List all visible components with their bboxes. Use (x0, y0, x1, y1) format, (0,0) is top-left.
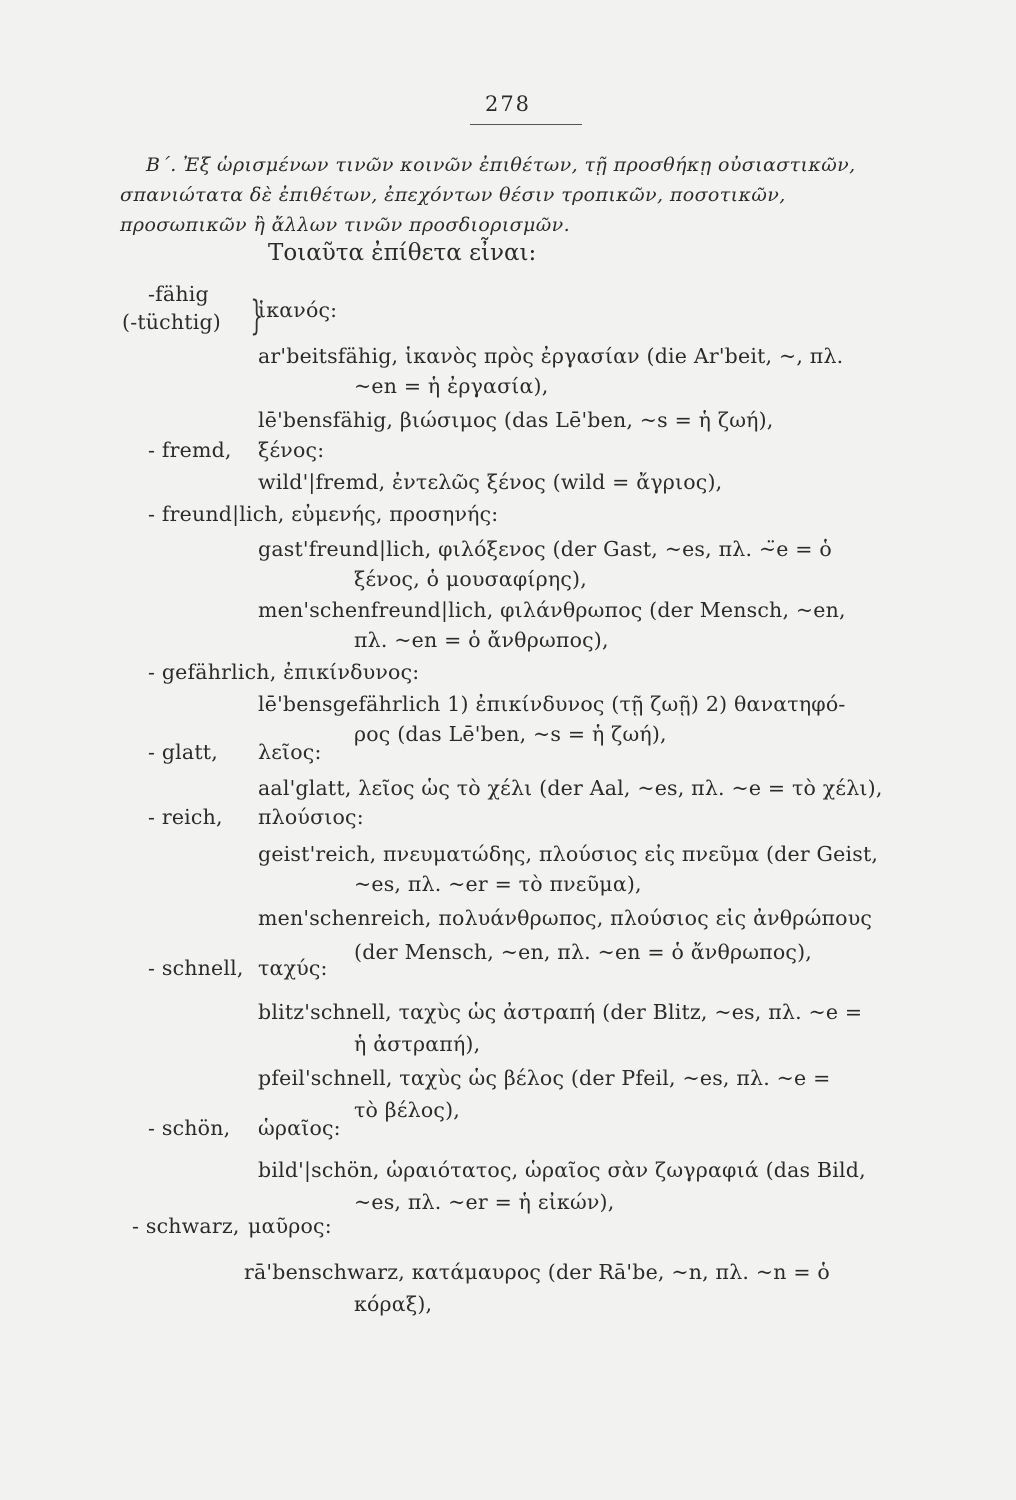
example-blitzschnell: blitz'schnell, ταχὺς ὡς ἀστραπή (der Blitz, ~es, πλ. ~e = (258, 1000, 863, 1024)
example-geistreich-cont: ~es, πλ. ~er = τὸ πνεῦμα), (354, 872, 642, 896)
entry-suffix-tuchtig: (-tüchtig) (122, 310, 221, 334)
entry-suffix-reich: - reich, (148, 805, 223, 829)
example-pfeilschnell-cont: τὸ βέλος), (354, 1098, 461, 1122)
example-arbeitsfahig: ar'beitsfähig, ἱκανὸς πρὸς ἐργασίαν (die Ar'beit, ~, πλ. (258, 344, 844, 368)
entry-meaning-schnell: ταχύς: (258, 956, 328, 980)
entry-suffix-freundlich: - freund|lich, εὐμενής, προσηνής: (148, 502, 499, 526)
example-gastfreundlich-cont: ξένος, ὁ μουσαφίρης), (354, 567, 587, 591)
example-bildschon: bild'|schön, ὡραιότατος, ὡραῖος σὰν ζωγραφιά (das Bild, (258, 1158, 866, 1182)
entry-suffix-gefahrlich: - gefährlich, ἐπικίνδυνος: (148, 660, 420, 684)
example-pfeilschnell: pfeil'schnell, ταχὺς ὡς βέλος (der Pfeil, ~es, πλ. ~e = (258, 1066, 831, 1090)
entry-meaning-fahig: ἱκανός: (258, 298, 338, 322)
entry-meaning-reich: πλούσιος: (258, 805, 364, 829)
entry-meaning-fremd: ξένος: (258, 438, 325, 462)
example-lebensgefahrlich-cont: ρος (das Lē'ben, ~s = ἡ ζωή), (354, 722, 667, 746)
example-wildfremd: wild'|fremd, ἐντελῶς ξένος (wild = ἄγριος), (258, 470, 723, 494)
entry-suffix-schwarz: - schwarz, (132, 1214, 240, 1238)
example-gastfreundlich: gast'freund|lich, φιλόξενος (der Gast, ~es, πλ. ~̈e = ὁ (258, 537, 832, 561)
example-arbeitsfahig-cont: ~en = ἡ ἐργασία), (354, 374, 549, 398)
subheading: Τοιαῦτα ἐπίθετα εἶναι: (268, 240, 537, 266)
example-aalglatt: aal'glatt, λεῖος ὡς τὸ χέλι (der Aal, ~es, πλ. ~e = τὸ χέλι), (258, 776, 883, 800)
entry-suffix-glatt: - glatt, (148, 740, 218, 764)
section-intro-text: Β΄. Ἐξ ὡρισμένων τινῶν κοινῶν ἐπιθέτων, τῇ προσθήκῃ οὐσιαστικῶν, σπανιώτατα δὲ ἐπιθέτων, ἐπεχόντων θέσιν τροπικῶν, ποσοτικῶν, προσωπικῶν ἢ ἄλλων τινῶν προσδιορισμῶν. (120, 154, 856, 236)
entry-suffix-schon: - schön, (148, 1116, 231, 1140)
page-number-rule (470, 124, 582, 125)
brace-glyph: } (250, 293, 264, 339)
page-number: 278 (484, 92, 532, 116)
section-intro (120, 150, 910, 240)
example-menschenfreundlich-cont: πλ. ~en = ὁ ἄνθρωπος), (354, 628, 609, 652)
entry-meaning-schon: ὡραῖος: (258, 1116, 341, 1140)
entry-suffix-fremd: - fremd, (148, 438, 232, 462)
example-blitzschnell-cont: ἡ ἀστραπή), (354, 1032, 481, 1056)
example-bildschon-cont: ~es, πλ. ~er = ἡ εἰκών), (354, 1190, 615, 1214)
example-menschenreich-cont: (der Mensch, ~en, πλ. ~en = ὁ ἄνθρωπος), (354, 940, 812, 964)
example-lebensfahig: lē'bensfähig, βιώσιμος (das Lē'ben, ~s = ἡ ζωή), (258, 408, 774, 432)
entry-suffix-schnell: - schnell, (148, 956, 244, 980)
example-lebensgefahrlich: lē'bensgefährlich 1) ἐπικίνδυνος (τῇ ζωῇ) 2) θανατηφό- (258, 692, 846, 716)
example-menschenreich: men'schenreich, πολυάνθρωπος, πλούσιος εἰς ἀνθρώπους (258, 906, 873, 930)
example-menschenfreundlich: men'schenfreund|lich, φιλάνθρωπος (der Mensch, ~en, (258, 598, 846, 622)
example-geistreich: geist'reich, πνευματώδης, πλούσιος εἰς πνεῦμα (der Geist, (258, 842, 879, 866)
entry-suffix-fahig: -fähig (148, 282, 209, 306)
example-rabenschwarz: rā'benschwarz, κατάμαυρος (der Rā'be, ~n, πλ. ~n = ὁ (244, 1260, 830, 1284)
example-rabenschwarz-cont: κόραξ), (354, 1292, 433, 1316)
entry-meaning-schwarz: μαῦρος: (248, 1214, 332, 1238)
entry-meaning-glatt: λεῖος: (258, 740, 322, 764)
